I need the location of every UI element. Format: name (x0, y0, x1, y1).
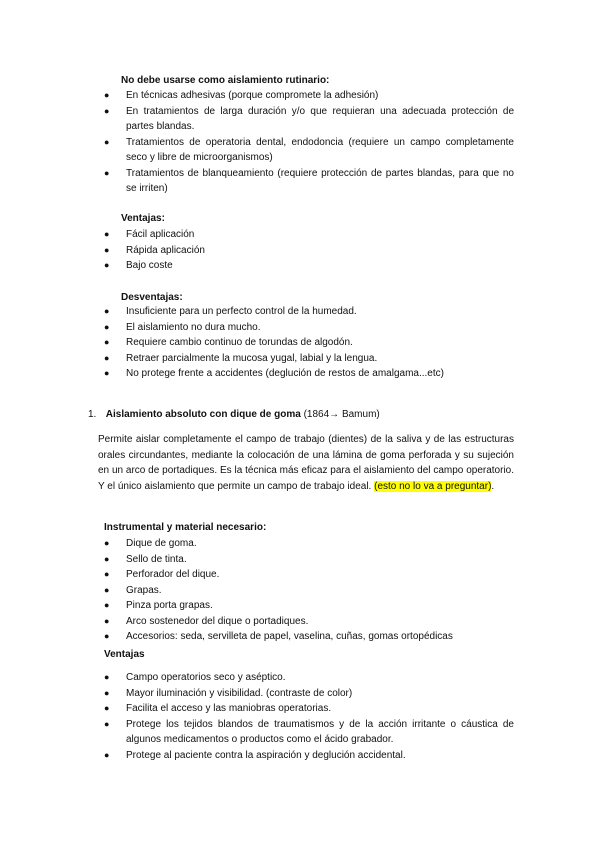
heading-number: 1. (88, 409, 97, 420)
list-item: ● Campo operatorios seco y aséptico. (104, 670, 514, 686)
numbered-heading (88, 407, 380, 423)
bullet-icon: ● (104, 600, 110, 610)
list-item: ● Accesorios: seda, servilleta de papel, vaselina, cuñas, gomas ortopédicas (104, 629, 524, 645)
bullet-icon: ● (104, 718, 110, 729)
list-item: ● Pinza porta grapas. (104, 598, 524, 614)
list-item: ● El aislamiento no dura mucho. (104, 320, 514, 336)
heading-suffix: (1864→ Bamum) (303, 409, 380, 420)
bullet-icon: ● (104, 321, 110, 332)
heading-desventajas: Desventajas: (121, 292, 183, 303)
list-item: ● Rápida aplicación (104, 243, 514, 259)
list-item: ● Insuficiente para un perfecto control de la humedad. (104, 304, 514, 320)
bullet-icon: ● (104, 167, 110, 178)
list-item: ● Grapas. (104, 583, 524, 599)
list-instrumental (104, 536, 524, 645)
bullet-icon: ● (104, 538, 110, 548)
list-item: ● Perforador del dique. (104, 567, 524, 583)
bullet-icon: ● (104, 703, 110, 713)
intro-paragraph (98, 432, 514, 494)
list-rutinario (104, 88, 514, 197)
list-item: ● No protege frente a accidentes (deglución de restos de amalgama...etc) (104, 366, 514, 382)
intro-end: . (491, 480, 495, 492)
intro-text: Permite aislar completamente el campo de trabajo (dientes) de la saliva y de las estructuras orales circundantes, mediante la colocación de una lámina de goma perforada y su sujeción en un arco de portadiques. Es la técnica más eficaz para el aislamiento del campo operatorio. Y el único aislamiento que permite un campo de trabajo ideal. (98, 434, 514, 492)
bullet-icon: ● (104, 105, 110, 116)
bullet-icon: ● (104, 229, 110, 239)
bullet-icon: ● (104, 244, 110, 255)
list-item: ● En tratamientos de larga duración y/o que requieran una adecuada protección de partes blandas. (104, 105, 514, 132)
list-item: ● Protege los tejidos blandos de traumatismos y de la acción irritante o cáustica de algunos medicamentos o productos como el ácido grabador. (104, 718, 514, 745)
list-item: ● Arco sostenedor del dique o portadiques. (104, 614, 524, 630)
bullet-icon: ● (104, 260, 110, 270)
bullet-icon: ● (104, 337, 110, 347)
list-item: ● Requiere cambio continuo de torundas de algodón. (104, 335, 514, 351)
list-desventajas (104, 304, 514, 382)
list-item: ● Tratamientos de operatoria dental, endodoncia (requiere un campo completamente seco y libre de microorganismos) (104, 136, 514, 163)
list-item: ● Bajo coste (104, 258, 514, 274)
list-item: ● Sello de tinta. (104, 552, 524, 568)
highlighted-note: (esto no lo va a preguntar) (374, 480, 492, 492)
list-item: ● Protege al paciente contra la aspiración y deglución accidental. (104, 748, 514, 764)
heading-instrumental: Instrumental y material necesario: (104, 522, 267, 533)
heading-title: Aislamiento absoluto con dique de goma (105, 409, 301, 420)
list-item: ● Facilita el acceso y las maniobras operatorias. (104, 701, 514, 717)
bullet-icon: ● (104, 749, 110, 760)
list-item: ● Mayor iluminación y visibilidad. (contraste de color) (104, 686, 514, 702)
list-item: ● En técnicas adhesivas (porque compromete la adhesión) (104, 88, 514, 104)
bullet-icon: ● (104, 368, 110, 378)
heading-ventajas-1: Ventajas: (121, 213, 165, 224)
bullet-icon: ● (104, 584, 110, 595)
list-item: ● Tratamientos de blanqueamiento (requiere protección de partes blandas, para que no se irriten) (104, 167, 514, 194)
bullet-icon: ● (104, 136, 110, 147)
list-item: ● Retraer parcialmente la mucosa yugal, labial y la lengua. (104, 351, 514, 367)
bullet-icon: ● (104, 352, 110, 363)
list-item: ● Dique de goma. (104, 536, 524, 552)
bullet-icon: ● (104, 615, 110, 626)
heading-rutinario: No debe usarse como aislamiento rutinario: (121, 75, 330, 86)
bullet-icon: ● (104, 90, 110, 100)
list-ventajas-2 (104, 670, 514, 763)
bullet-icon: ● (104, 306, 110, 316)
bullet-icon: ● (104, 631, 110, 641)
bullet-icon: ● (104, 569, 110, 579)
bullet-icon: ● (104, 553, 110, 564)
heading-ventajas-2: Ventajas (104, 649, 145, 660)
bullet-icon: ● (104, 672, 110, 682)
bullet-icon: ● (104, 687, 110, 698)
list-item: ● Fácil aplicación (104, 227, 514, 243)
list-ventajas-1 (104, 227, 514, 274)
